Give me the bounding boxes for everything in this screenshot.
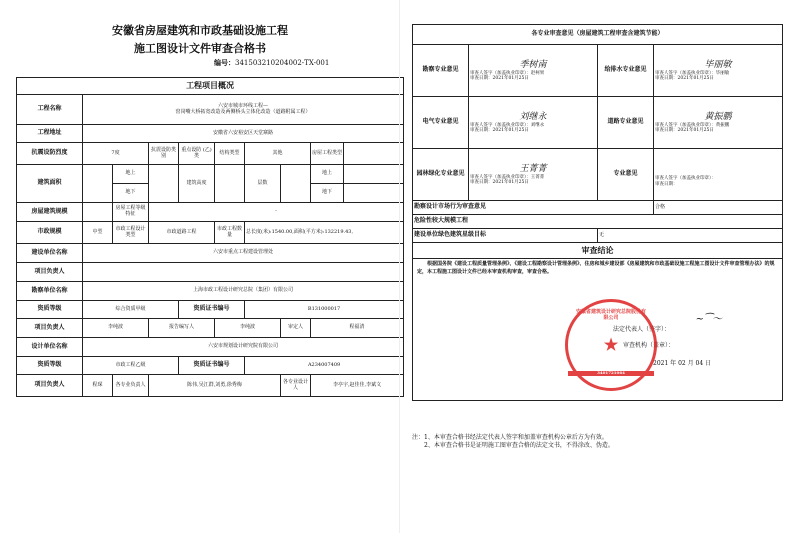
grade-value: - [149,203,404,222]
conclusion-cell [413,259,783,401]
area-below: 地下 [113,184,149,203]
builder-value: 六安市重点工程建设管理处 [83,244,404,263]
design-label: 设计单位名称 [17,338,83,357]
each-lead-label: 各专业负责人 [113,375,149,397]
opinion-date-4: 审查日期：2021年01月25日 [470,179,529,185]
survey-lead-label: 项目负责人 [17,319,83,338]
opinion-label-2: 电气专业意见 [413,97,469,149]
review-date: 2021 年 02 月 04 日 [653,360,712,367]
opinion-cell-5 [654,149,783,201]
notes [412,434,614,451]
municipal-scale-label: 市政规模 [17,222,83,244]
floors-label: 层数 [245,165,281,203]
conclusion-title: 审查结论 [413,243,783,259]
doc-code [214,58,329,68]
opinions-title: 各专业审查意见（房屋建筑工程审查含建筑节能） [413,25,783,45]
signature-4: 王菁菁 [519,164,547,175]
green-value: 无 [598,229,783,243]
floors-value [281,165,311,203]
seal-number: 3401721064 [568,371,654,376]
floors-below: 地下 [311,184,344,203]
opinion-reviewer-0: 审查人签字（加盖执业印章）：赵柯果 [470,70,545,76]
builder-label: 建设单位名称 [17,244,83,263]
seismic-cat-value: 重点设防 (乙) 类 [179,143,215,165]
opinion-cell-0 [469,45,598,97]
overview-title: 工程项目概况 [17,78,404,95]
design-qual-value: 市政工程乙级 [83,357,179,375]
survey-label: 勘察单位名称 [17,282,83,301]
address-label: 工程地址 [17,125,83,143]
each-designer-value: 李亭宇,赵佳佳,李斌文 [311,375,404,397]
municipal-qty-label: 市政工程数量 [215,222,245,244]
opinion-date-5: 审查日期： [655,181,678,187]
green-label: 建设单位绿色建筑星级目标 [413,229,598,243]
design-lead-value: 程琛 [83,375,113,397]
reviewer-value: 程福清 [311,319,404,338]
signature-2: 刘继永 [519,112,547,123]
opinion-reviewer-4: 审查人签字（加盖执业印章）：王菁菁 [470,174,545,180]
builder-lead-label: 项目负责人 [17,263,83,282]
opinion-label-1: 给排水专业意见 [598,45,654,97]
area-label: 建筑面积 [17,165,83,203]
opinions-table [412,24,783,401]
opinion-reviewer-3: 审查人签字（加盖执业印章）：黄振鹏 [655,122,730,128]
scale-value [83,203,113,222]
design-cert-value: A234007409 [245,357,404,375]
opinion-reviewer-2: 审查人签字（加盖执业印章）：刘继永 [470,122,545,128]
scale-label: 房屋建筑规模 [17,203,83,222]
doc-title: 安徽省房屋建筑和市政基础设施工程 [112,24,288,37]
opinion-cell-2 [469,97,598,149]
municipal-cat-label: 市政工程设计类型 [113,222,149,244]
municipal-scale-value: 中型 [83,222,113,244]
project-name-label: 工程名称 [17,95,83,125]
floors-below-value [344,184,404,203]
opinion-cell-1 [654,45,783,97]
institution-seal [565,299,657,391]
structure-value: 其他 [245,143,311,165]
legal-rep-label: 法定代表人（签字）： [613,326,671,333]
signature-3: 黄振鹏 [704,112,732,123]
signature-5-blank [655,162,781,176]
opinion-label-4: 园林绿化专业意见 [413,149,469,201]
builder-lead-value [83,263,404,282]
building-type-value [344,143,404,165]
opinion-reviewer-5: 审查人签字（加盖执业印章）： [655,176,716,182]
height-value [215,165,245,203]
opinion-date-1: 审查日期：2021年01月25日 [655,75,714,81]
seismic-value: 7度 [83,143,149,165]
seal-star-icon: ★ [603,334,619,354]
note-2: 2、本审查合格书是证明施工图审查合格的法定文书，不得涂改、伪造。 [424,442,614,450]
note-1: 注：1、本审查合格书经法定代表人签字和加盖审查机构公章后方为有效。 [412,434,608,441]
institution-label: 审查机构（盖章）： [623,342,675,349]
opinion-date-2: 审查日期：2021年01月25日 [470,127,529,133]
opinion-reviewer-1: 审查人签字（加盖执业印章）：毕丽敏 [655,70,730,76]
survey-qual-value: 综合资质甲级 [83,301,179,319]
code-value: 341503210204002-TX-001 [235,59,330,67]
opinion-date-0: 审查日期：2021年01月25日 [470,75,529,81]
doc-subtitle: 施工图设计文件审查合格书 [134,42,266,55]
opinion-date-3: 审查日期：2021年01月25日 [655,127,714,133]
area-value [83,165,113,203]
each-lead-value: 陈伟,吴江群,刘勇,徐秀梅 [149,375,281,397]
design-qual-label: 资质等级 [17,357,83,375]
seal-text: 安徽省建筑设计研究总院股份有限公司 [576,309,647,321]
report-label: 报告编写人 [149,319,215,338]
area-blank [149,165,179,203]
area-above: 地上 [113,165,149,184]
design-lead-label: 项目负责人 [17,375,83,397]
municipal-cat-value: 市政道路工程 [149,222,215,244]
survey-market-value: 合格 [654,201,783,215]
opinion-cell-4 [469,149,598,201]
survey-value: 上海市政工程设计研究总院（集团）有限公司 [83,282,404,301]
danger-label: 危险性较大规模工程 [413,215,783,229]
opinion-label-3: 道路专业意见 [598,97,654,149]
each-designer-label: 各专业设计人 [281,375,311,397]
seismic-label: 抗震设防烈度 [17,143,83,165]
survey-qual-label: 资质等级 [17,301,83,319]
structure-label: 结构类型 [215,143,245,165]
code-label: 编号： [214,58,235,67]
legal-rep-signature: ~⁀～ [695,314,723,325]
report-value: 李纯波 [215,319,281,338]
signature-1: 毕丽敏 [704,60,732,71]
design-value: 六安市规划设计研究院有限公司 [83,338,404,357]
design-cert-label: 资质证书编号 [179,357,245,375]
reviewer-label: 审定人 [281,319,311,338]
floors-above-value [344,165,404,184]
opinion-label-0: 勘察专业意见 [413,45,469,97]
project-name-value: 六安市城市环线工程— 窑岗嘴大桥拓宽改造及两侧桥头立体化改造（道路附属工程） [83,95,404,125]
opinion-cell-3 [654,97,783,149]
municipal-qty-value: 总长度(米):1540.00,面积(平方米):132219.43, [245,222,404,244]
opinion-label-5: 专业意见 [598,149,654,201]
survey-lead-value: 李纯波 [83,319,149,338]
survey-cert-label: 资质证书编号 [179,301,245,319]
height-label: 建筑高度 [179,165,215,203]
survey-cert-value: B131000017 [245,301,404,319]
floors-above: 地上 [311,165,344,184]
signature-0: 季树南 [519,60,547,71]
survey-market-label: 勘察设计市场行为审查意见 [413,201,654,215]
seismic-cat-label: 抗震设防类别 [149,143,179,165]
building-type-label: 房屋工程类型 [311,143,344,165]
address-value: 安徽省六安裕安区天堂寨路 [83,125,404,143]
overview-table [16,77,404,397]
grade-label: 房屋工程等级特征 [113,203,149,222]
conclusion-text: 根据国务院《建设工程质量管理条例》、《建设工程勘察设计管理条例》、住房和城乡建设部《房屋建筑和市政基础设施工程施工图设计文件审查管理办法》的规定，本工程施工图设计文件已经本审查机构审查，审查合格。 [417,261,775,275]
